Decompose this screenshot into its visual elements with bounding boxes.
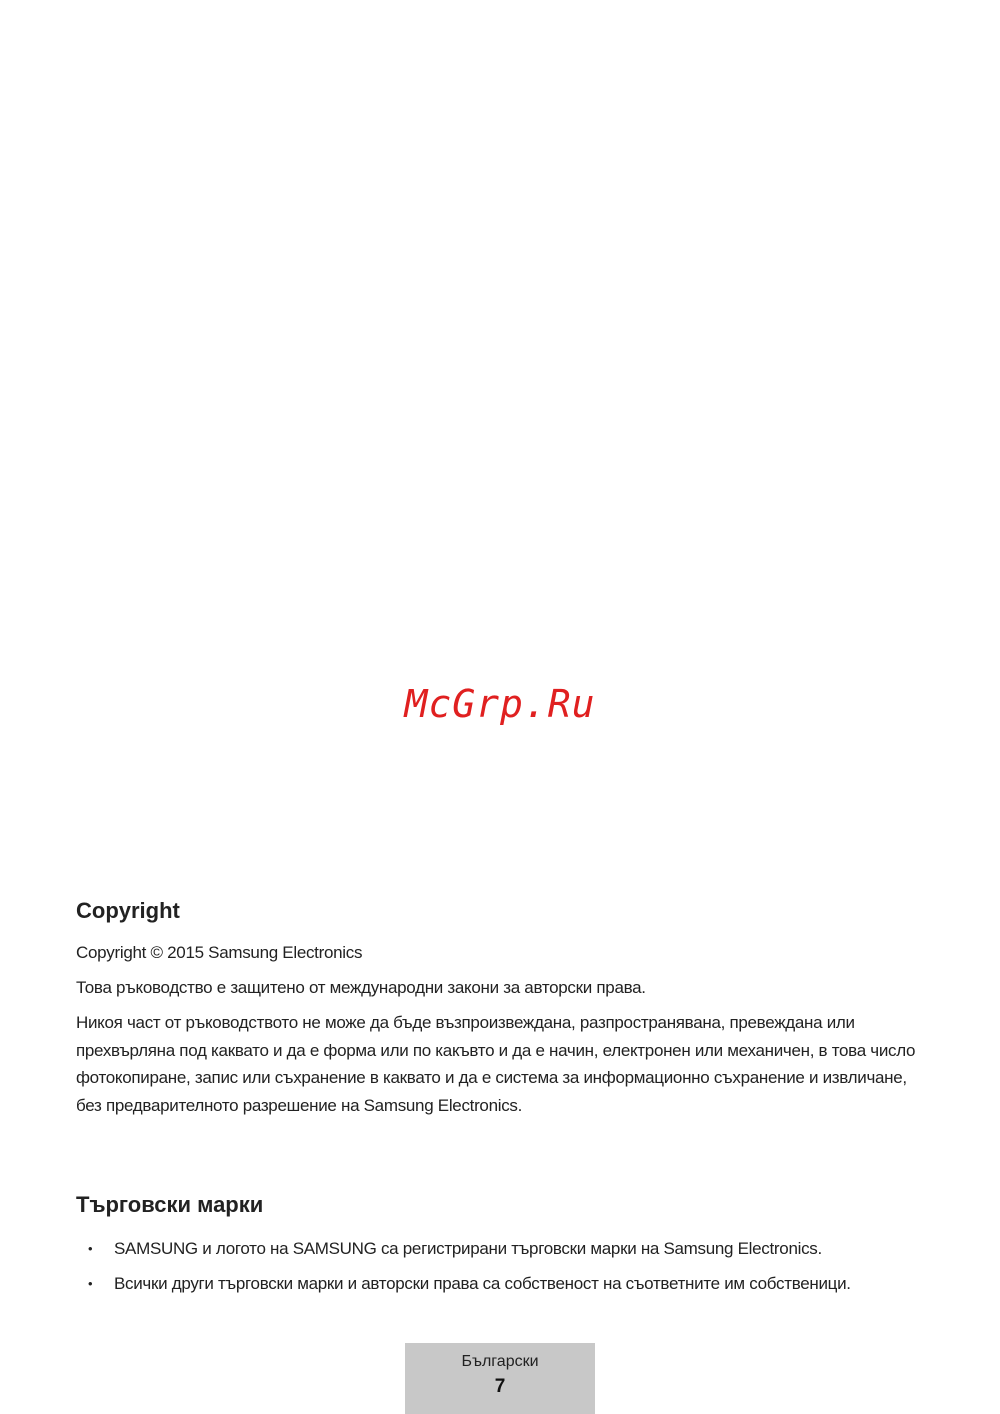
copyright-line: Copyright © 2015 Samsung Electronics	[76, 943, 363, 962]
list-item	[76, 1235, 926, 1263]
footer-language: Български	[461, 1353, 539, 1370]
bullet-icon: •	[88, 1241, 93, 1256]
trademark-item-text: Всички други търговски марки и авторски права са собственост на съответните им собственици.	[114, 1273, 851, 1293]
copyright-heading: Copyright	[76, 898, 180, 923]
page-footer	[405, 1343, 595, 1414]
trademark-item-text: SAMSUNG и логото на SAMSUNG са регистрирани търговски марки на Samsung Electronics.	[114, 1239, 822, 1258]
trademarks-list	[76, 1235, 926, 1304]
trademarks-heading: Търговски марки	[76, 1192, 264, 1217]
bullet-icon: •	[88, 1275, 93, 1291]
list-item	[76, 1270, 926, 1298]
copyright-protection-text: Това ръководство е защитено от международни закони за авторски права.	[76, 978, 646, 997]
copyright-restriction-text: Никоя част от ръководството не може да бъде възпроизвеждана, разпространявана, превеждана или прехвърляна под каквато и да е форма или по какъвто и да е начин, електронен или механичен, в това число фотокопиране, запис или съхранение в каквато и да е система за информационно съхранение и извличане, без предварителното разрешение на Samsung Electronics.	[76, 1013, 916, 1115]
watermark-text: McGrp.Ru	[404, 682, 596, 726]
page-number: 7	[494, 1376, 506, 1397]
